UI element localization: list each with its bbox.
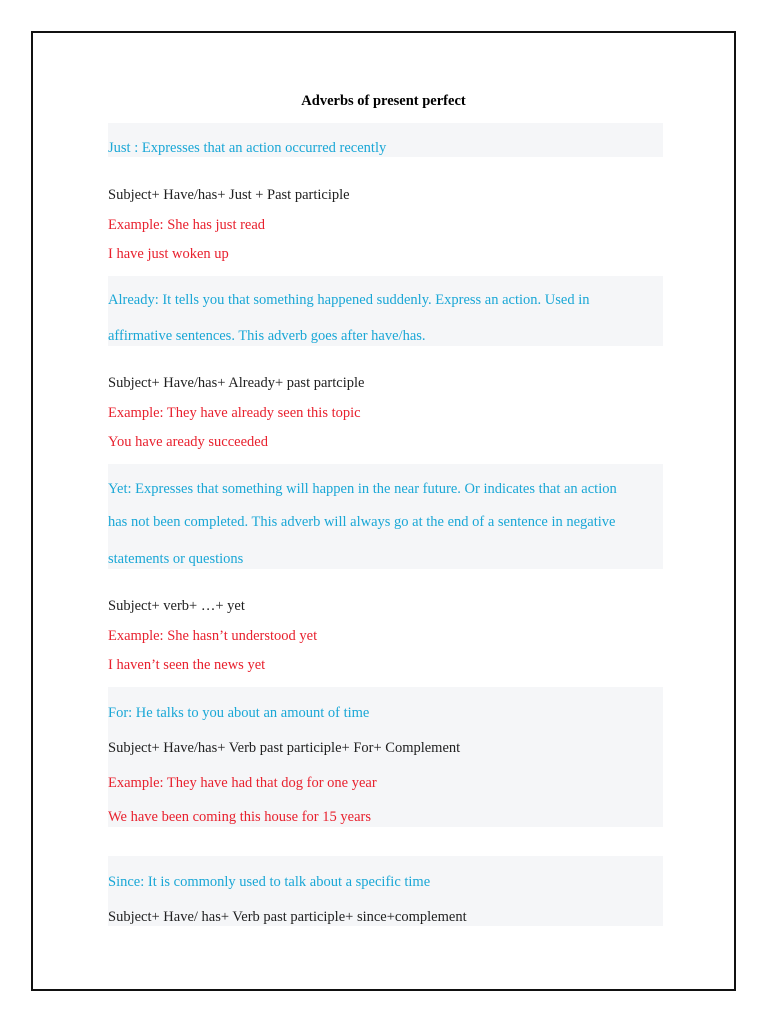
section-yet-formula: Subject+ verb+ …+ yet: [108, 598, 245, 614]
section-yet-heading-line-2: has not been completed. This adverb will always go at the end of a sentence in negative: [108, 514, 616, 530]
section-just-example-2: I have just woken up: [108, 246, 229, 262]
section-yet-heading-line-3: statements or questions: [108, 551, 244, 567]
section-already-example: Example: They have already seen this topic: [108, 405, 361, 421]
section-already-example-2: You have aready succeeded: [108, 434, 268, 450]
section-for-example-2: We have been coming this house for 15 years: [108, 809, 371, 825]
section-just-heading: Just : Expresses that an action occurred recently: [108, 140, 387, 156]
section-yet-heading-line-1: Yet: Expresses that something will happen in the near future. Or indicates that an action: [108, 481, 617, 497]
section-yet-example: Example: She hasn’t understood yet: [108, 628, 318, 644]
section-just-example: Example: She has just read: [108, 217, 266, 233]
section-for-formula: Subject+ Have/has+ Verb past participle+ For+ Complement: [108, 740, 461, 756]
section-just-formula: Subject+ Have/has+ Just + Past participle: [108, 187, 350, 203]
section-for-example: Example: They have had that dog for one year: [108, 775, 377, 791]
section-since-heading: Since: It is commonly used to talk about a specific time: [108, 874, 431, 890]
section-for-heading: For: He talks to you about an amount of time: [108, 705, 370, 721]
document-page: [31, 31, 736, 991]
section-already-formula: Subject+ Have/has+ Already+ past partciple: [108, 375, 365, 391]
section-yet-example-2: I haven’t seen the news yet: [108, 657, 266, 673]
document-title: Adverbs of present perfect: [301, 93, 466, 109]
section-since-formula: Subject+ Have/ has+ Verb past participle+ since+complement: [108, 909, 467, 925]
section-already-heading-line-1: Already: It tells you that something happened suddenly. Express an action. Used in: [108, 292, 590, 308]
section-already-heading-line-2: affirmative sentences. This adverb goes after have/has.: [108, 328, 426, 344]
